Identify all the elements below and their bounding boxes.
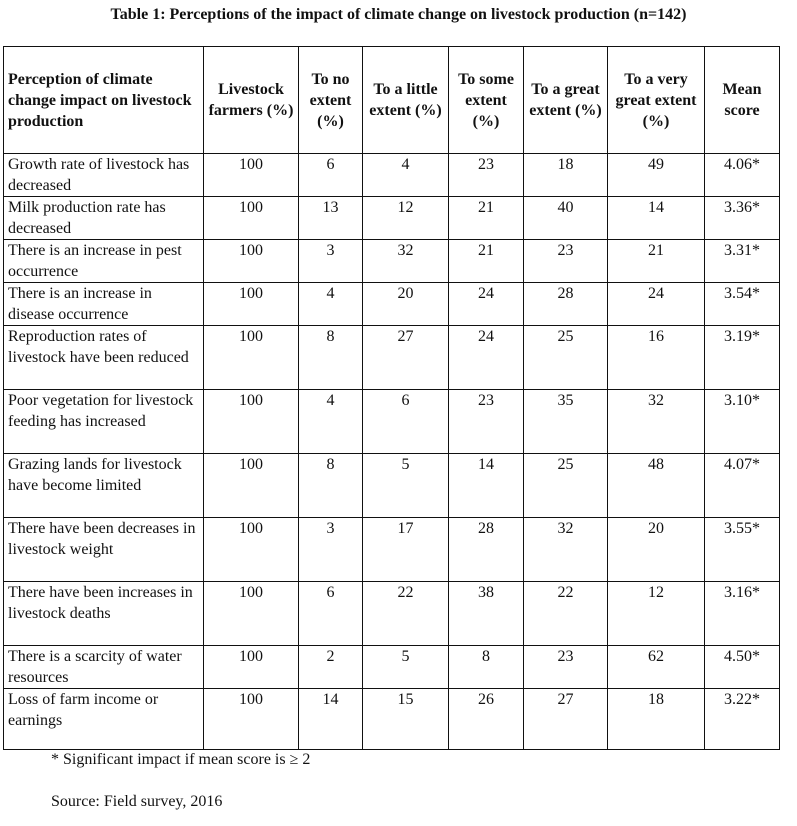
table-cell: 21 <box>449 240 524 283</box>
table-cell: 100 <box>204 689 299 750</box>
table-cell: 2 <box>299 646 363 689</box>
row-label: Milk production rate has decreased <box>4 197 204 240</box>
table-cell: 24 <box>608 283 705 326</box>
table-cell: 14 <box>449 454 524 518</box>
table-cell: 12 <box>363 197 449 240</box>
table-cell: 27 <box>524 689 608 750</box>
table-cell: 14 <box>608 197 705 240</box>
table-cell: 3.19* <box>705 326 780 390</box>
table-cell: 12 <box>608 582 705 646</box>
table-cell: 4.06* <box>705 154 780 197</box>
table-cell: 3.54* <box>705 283 780 326</box>
table-cell: 100 <box>204 454 299 518</box>
table-cell: 23 <box>449 154 524 197</box>
table-cell: 3.36* <box>705 197 780 240</box>
table-row <box>4 689 780 750</box>
row-label: Loss of farm income or earnings <box>4 689 204 750</box>
table-row <box>4 390 780 454</box>
table-cell: 23 <box>524 646 608 689</box>
table-cell: 17 <box>363 518 449 582</box>
table-cell: 16 <box>608 326 705 390</box>
table-cell: 3.22* <box>705 689 780 750</box>
header-row <box>4 47 780 154</box>
row-label: Growth rate of livestock has decreased <box>4 154 204 197</box>
table-row <box>4 518 780 582</box>
table-cell: 6 <box>299 582 363 646</box>
table-row <box>4 283 780 326</box>
table-cell: 14 <box>299 689 363 750</box>
table-cell: 24 <box>449 326 524 390</box>
column-header: Mean score <box>705 47 780 154</box>
table-cell: 18 <box>608 689 705 750</box>
table-cell: 23 <box>449 390 524 454</box>
table-cell: 32 <box>363 240 449 283</box>
table-cell: 100 <box>204 197 299 240</box>
table-cell: 28 <box>449 518 524 582</box>
table-row <box>4 326 780 390</box>
column-header: Livestock farmers (%) <box>204 47 299 154</box>
table-cell: 32 <box>524 518 608 582</box>
table-cell: 62 <box>608 646 705 689</box>
table-cell: 4 <box>299 283 363 326</box>
table-row <box>4 154 780 197</box>
table-cell: 5 <box>363 646 449 689</box>
table-cell: 18 <box>524 154 608 197</box>
row-label: Reproduction rates of livestock have been reduced <box>4 326 204 390</box>
row-label: Poor vegetation for livestock feeding has increased <box>4 390 204 454</box>
table-title: Table 1: Perceptions of the impact of climate change on livestock production (n=142) <box>110 6 687 23</box>
table-cell: 3.16* <box>705 582 780 646</box>
table-cell: 25 <box>524 454 608 518</box>
row-label: There is an increase in pest occurrence <box>4 240 204 283</box>
footnote: * Significant impact if mean score is ≥ 2 <box>51 751 311 768</box>
table-cell: 23 <box>524 240 608 283</box>
table-cell: 100 <box>204 283 299 326</box>
row-label: Grazing lands for livestock have become limited <box>4 454 204 518</box>
table-cell: 3.10* <box>705 390 780 454</box>
perceptions-table <box>3 46 780 750</box>
table-cell: 49 <box>608 154 705 197</box>
table-cell: 25 <box>524 326 608 390</box>
table-cell: 6 <box>363 390 449 454</box>
table-cell: 100 <box>204 518 299 582</box>
table-cell: 3 <box>299 240 363 283</box>
table-cell: 3.31* <box>705 240 780 283</box>
table-row <box>4 240 780 283</box>
table-cell: 21 <box>608 240 705 283</box>
table-cell: 28 <box>524 283 608 326</box>
table-row <box>4 197 780 240</box>
row-label: There have been decreases in livestock weight <box>4 518 204 582</box>
table-cell: 4 <box>363 154 449 197</box>
table-row <box>4 582 780 646</box>
table-cell: 20 <box>363 283 449 326</box>
column-header: To a very great extent (%) <box>608 47 705 154</box>
table-cell: 8 <box>299 454 363 518</box>
table-cell: 24 <box>449 283 524 326</box>
column-header: Perception of climate change impact on livestock production <box>4 47 204 154</box>
table-cell: 21 <box>449 197 524 240</box>
table-cell: 15 <box>363 689 449 750</box>
table-cell: 100 <box>204 646 299 689</box>
table-cell: 35 <box>524 390 608 454</box>
table-cell: 4 <box>299 390 363 454</box>
table-cell: 38 <box>449 582 524 646</box>
table-cell: 6 <box>299 154 363 197</box>
column-header: To no extent (%) <box>299 47 363 154</box>
table-cell: 5 <box>363 454 449 518</box>
table-cell: 20 <box>608 518 705 582</box>
table-cell: 100 <box>204 154 299 197</box>
column-header: To some extent (%) <box>449 47 524 154</box>
table-cell: 4.07* <box>705 454 780 518</box>
column-header: To a great extent (%) <box>524 47 608 154</box>
column-header: To a little extent (%) <box>363 47 449 154</box>
table-row <box>4 646 780 689</box>
table-cell: 8 <box>449 646 524 689</box>
table-cell: 3.55* <box>705 518 780 582</box>
table-cell: 22 <box>363 582 449 646</box>
table-cell: 100 <box>204 326 299 390</box>
row-label: There is a scarcity of water resources <box>4 646 204 689</box>
table-cell: 100 <box>204 390 299 454</box>
table-cell: 40 <box>524 197 608 240</box>
row-label: There is an increase in disease occurrence <box>4 283 204 326</box>
table-cell: 32 <box>608 390 705 454</box>
table-cell: 27 <box>363 326 449 390</box>
table-cell: 48 <box>608 454 705 518</box>
table-cell: 13 <box>299 197 363 240</box>
table-cell: 22 <box>524 582 608 646</box>
table-row <box>4 454 780 518</box>
table-cell: 3 <box>299 518 363 582</box>
table-cell: 100 <box>204 582 299 646</box>
source-note: Source: Field survey, 2016 <box>51 793 223 810</box>
table-cell: 8 <box>299 326 363 390</box>
table-cell: 100 <box>204 240 299 283</box>
table-cell: 4.50* <box>705 646 780 689</box>
row-label: There have been increases in livestock deaths <box>4 582 204 646</box>
table-cell: 26 <box>449 689 524 750</box>
